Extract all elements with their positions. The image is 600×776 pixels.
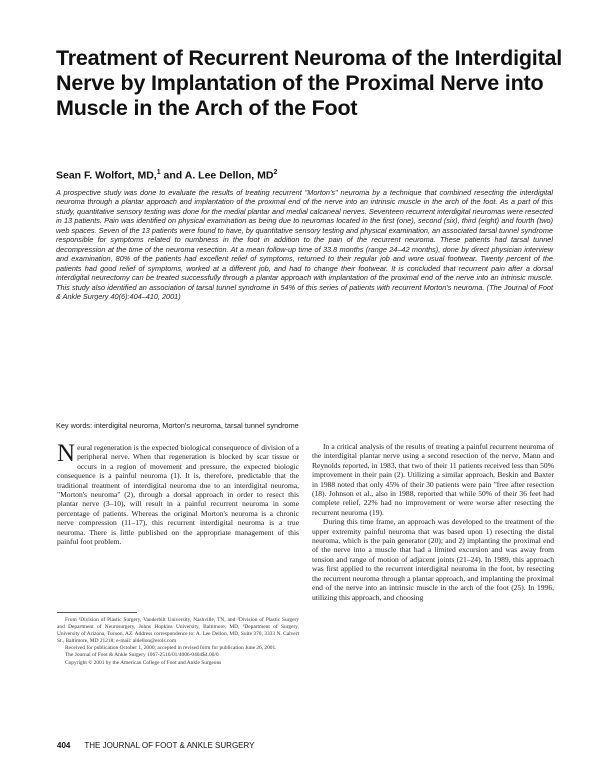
body-column-left bbox=[57, 440, 299, 547]
footnote-divider bbox=[57, 612, 137, 613]
keywords: Key words: interdigital neuroma, Morton's neuroma, tarsal tunnel syndrome bbox=[56, 421, 299, 430]
author-2: A. Lee Dellon, MD bbox=[184, 169, 274, 182]
author-1: Sean F. Wolfort, MD, bbox=[56, 169, 157, 182]
page-footer bbox=[57, 741, 357, 750]
body-column-right bbox=[312, 442, 554, 602]
footnotes bbox=[57, 617, 299, 667]
author-1-affiliation: 1 bbox=[156, 169, 161, 176]
page-number: 404 bbox=[57, 741, 71, 750]
abstract: A prospective study was done to evaluate the results of treating recurrent "Morton's" neuroma by a technique that combined resecting the interdigital neuroma through a plantar approach and implantation of the proximal end of the nerve into an intrinsic muscle in the arch of the foot. As a part of this study, quantitative sensory testing was done for the medial plantar and medial calcaneal nerves. Seventeen recurrent interdigital neuromas were resected in 13 patients. Pain was identified on physical examination as being due to neuromas located in the first (one), second (six), third (eight) and fourth (two) web spaces. Seven of the 13 patients were found to have, by quantitative sensory testing and physical examination, an associated tarsal tunnel syndrome responsible for symptoms related to numbness in the foot in addition to the pain of the recurrent neuroma. These patients had tarsal tunnel decompression at the time of the neuroma resection. At a mean follow-up time of 33.8 months (range 24–42 months), done by direct physician interview and examination, 80% of the patients had excellent relief of symptoms, returned to their regular job and wore usual footwear. Twenty percent of the patients had good relief of symptoms, worked at a different job, and had to change their footwear. It is concluded that recurrent pain after a dorsal interdigital neurectomy can be treated successfully through a plantar approach with implantation of the proximal end of the nerve into an intrinsic muscle. This study also identified an association of tarsal tunnel syndrome in 54% of this series of patients with recurrent Morton's neuroma. (The Journal of Foot & Ankle Surgery 40(6):404–410, 2001) bbox=[56, 188, 553, 301]
body-paragraph: eural regeneration is the expected biological consequence of division of a peripheral nerve. When that regeneration is blocked by scar tissue or occurs in a region of movement and pressure, the expected biologic consequence is a painful neuroma (1). It is, therefore, predictable that the traditional treatment of interdigital neuroma due to an interdigital neuroma, "Morton's neuroma" (2), through a dorsal approach in order to resect this plantar nerve (3–10), will result in a painful recurrent neuroma in some percentage of patients. Whereas the original Morton's neuroma is a chronic nerve compression (11–17), this recurrent interdigital neuroma is a true neuroma. There is little published on the appropriate management of this painful foot problem. bbox=[57, 443, 299, 547]
body-paragraph: In a critical analysis of the results of treating a painful recurrent neuroma of the interdigital plantar nerve using a second resection of the nerve, Mann and Reynolds reported, in 1983, that two of their 11 patients received less than 50% improvement in their pain (2). Utilizing a similar approach, Beskin and Baxter in 1988 noted that only 45% of their 30 patients were pain "free after resection (18). Johnson et al., also in 1988, reported that while 50% of their 36 feet had complete relief, 22% had no improvement or were worse after resecting the recurrent neuroma (19). bbox=[312, 442, 554, 517]
drop-cap: N bbox=[57, 440, 76, 467]
footnote-affiliations: From ¹Division of Plastic Surgery, Vanderbilt University, Nashville, TN, and ²Division of Plastic Surgery and Department of Neurosurgery, Johns Hopkins University, Baltimore, MD, ³Department of Surgery, University of Arizona, Tucson, AZ. Address correspondence to: A. Lee Dellon, MD, Suite 370, 3333 N. Calvert St., Baltimore, MD 21218; e-mail: aldellon@erols.com bbox=[57, 617, 299, 645]
author-line bbox=[56, 169, 566, 182]
author-2-affiliation: 2 bbox=[273, 169, 278, 176]
footnote-received: Received for publication October 1, 2000; accepted in revised form for publication June 26, 2001. bbox=[65, 645, 277, 652]
author-conjunction: and bbox=[160, 169, 185, 182]
body-paragraph: During this time frame, an approach was developed to the treatment of the upper extremity painful neuroma that was based upon 1) resecting the distal neuroma, which is the pain generator (20); and 2) implanting the proximal end of the nerve into a muscle that had a limited excursion and was away from tension and range of motion of adjacent joints (21–24). In 1989, this approach was first applied to the recurrent interdigital neuroma in the foot, by resecting the recurrent neuroma through a plantar approach, and implanting the proximal end of the nerve into an intrinsic muscle in the arch of the foot (25). In 1996, utilizing this approach, and choosing bbox=[312, 517, 554, 602]
footnote-copyright: Copyright © 2001 by the American College of Foot and Ankle Surgeons bbox=[65, 659, 222, 666]
journal-name: THE JOURNAL OF FOOT & ANKLE SURGERY bbox=[84, 741, 255, 750]
article-title: Treatment of Recurrent Neuroma of the Interdigital Nerve by Implantation of the Proximal Nerve into Muscle in the Arch of the Foot bbox=[56, 46, 563, 120]
footnote-issn: The Journal of Foot & Ankle Surgery 1067-2516/01/4006-0404$4.00/0 bbox=[65, 652, 219, 659]
